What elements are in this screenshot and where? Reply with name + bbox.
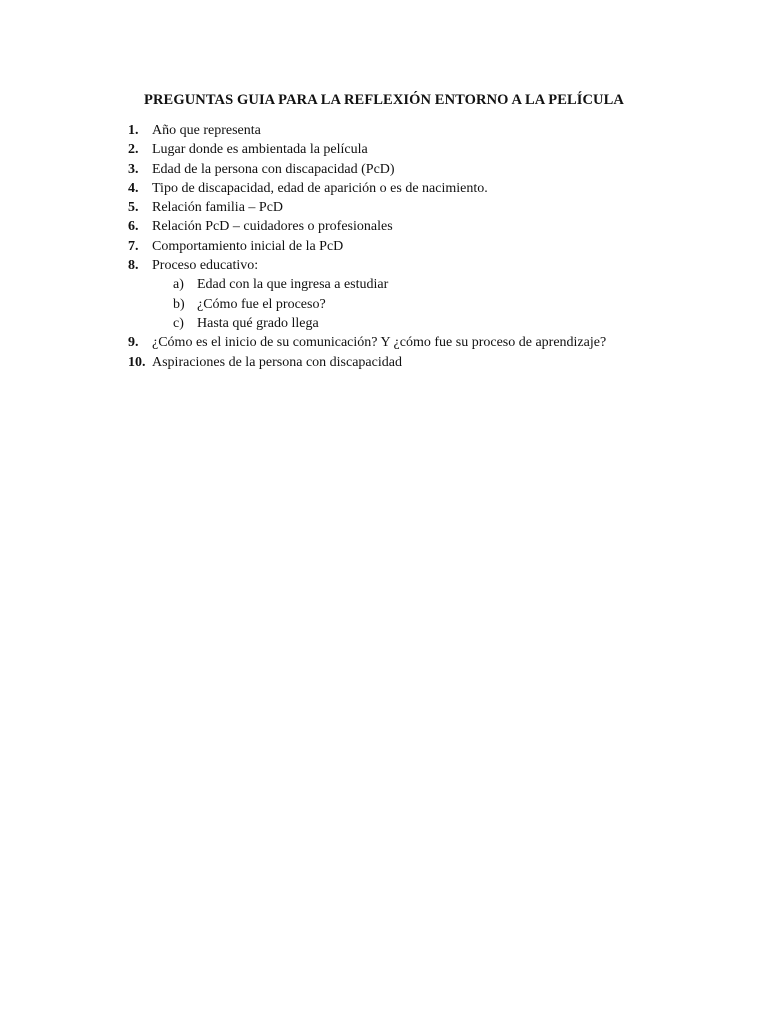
list-item [126, 237, 726, 256]
item-number: 1. [128, 123, 139, 138]
list-item [126, 198, 726, 217]
subitem-text: Edad con la que ingresa a estudiar [197, 277, 389, 293]
item-text: Año que representa [152, 123, 261, 138]
list-item [126, 121, 726, 140]
item-number: 8. [128, 258, 139, 274]
list-item [126, 140, 726, 159]
item-text: Comportamiento inicial de la PcD [152, 238, 344, 254]
item-text: Aspiraciones de la persona con discapacidad [152, 354, 402, 370]
subitem-text: Hasta qué grado llega [197, 315, 319, 331]
item-number: 3. [128, 161, 139, 177]
item-number: 6. [128, 219, 139, 235]
item-text: Tipo de discapacidad, edad de aparición o es de nacimiento. [152, 180, 488, 196]
item-text: Relación familia – PcD [152, 200, 284, 216]
subitem-label: a) [173, 277, 184, 293]
subitem-text: ¿Cómo fue el proceso? [197, 296, 326, 312]
list-item [126, 160, 726, 179]
item-number: 5. [128, 200, 139, 216]
item-text: Edad de la persona con discapacidad (PcD) [152, 161, 395, 177]
subitem-label: b) [173, 296, 185, 312]
list-item [126, 217, 726, 236]
sub-list-item [126, 295, 726, 314]
list-item [126, 256, 726, 275]
item-number: 10. [128, 354, 146, 370]
item-text: Lugar donde es ambientada la película [152, 142, 368, 158]
document-title: PREGUNTAS GUIA PARA LA REFLEXIÓN ENTORNO A LA PELÍCULA [144, 92, 624, 108]
list-item [126, 333, 726, 352]
question-list [126, 121, 726, 372]
item-text: Proceso educativo: [152, 258, 259, 274]
item-number: 9. [128, 335, 139, 351]
item-number: 4. [128, 180, 139, 196]
sub-list-item [126, 275, 726, 294]
subitem-label: c) [173, 315, 184, 331]
sub-list-item [126, 314, 726, 333]
list-item [126, 179, 726, 198]
item-text: ¿Cómo es el inicio de su comunicación? Y ¿cómo fue su proceso de aprendizaje? [152, 335, 607, 351]
item-number: 2. [128, 142, 139, 158]
item-text: Relación PcD – cuidadores o profesionales [152, 219, 393, 235]
list-item [126, 353, 726, 372]
item-number: 7. [128, 238, 139, 254]
